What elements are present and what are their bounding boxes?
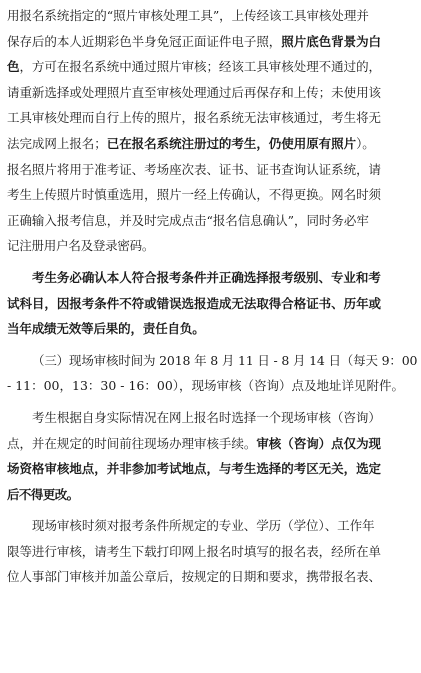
- text-span: 正确输入报考信息，并及时完成点击“报名信息确认”，同时务必牢: [7, 212, 369, 228]
- paragraph: [7, 513, 421, 590]
- bold-text-span: 已在报名系统注册过的考生，仍使用原有照片: [106, 135, 357, 151]
- text-line: [7, 265, 421, 291]
- document-body: [7, 3, 421, 590]
- text-line: [7, 80, 421, 106]
- paragraph: [7, 348, 421, 399]
- text-line: [7, 3, 421, 29]
- text-span: （三）现场审核时间为 2018 年 8 月 11 日 - 8 月 14 日（每天 9：00: [32, 352, 418, 368]
- text-line: [7, 564, 421, 590]
- bold-text-span: 试科目，因报考条件不符或错误选报造成无法取得合格证书、历年或: [7, 295, 382, 311]
- text-line: [7, 291, 421, 317]
- text-line: [7, 373, 421, 399]
- paragraph: [7, 265, 421, 342]
- text-line: [7, 316, 421, 342]
- text-span: 点，并在规定的时间前往现场办理审核手续。: [7, 435, 257, 451]
- text-line: [7, 456, 421, 482]
- text-span: 工具审核处理而自行上传的照片，报名系统无法审核通过，考生将无: [7, 110, 382, 126]
- bold-text-span: 照片底色背景为白: [281, 33, 382, 49]
- bold-text-span: 当年成绩无效等后果的，责任自负。: [7, 321, 205, 337]
- text-span: 保存后的本人近期彩色半身免冠正面证件电子照，: [7, 33, 282, 49]
- paragraph: [7, 405, 421, 507]
- text-line: [7, 131, 421, 157]
- text-span: 用报名系统指定的“照片审核处理工具”，上传经该工具审核处理并: [7, 8, 369, 23]
- text-span: - 11：00，13：30 - 16：00），现场审核（咨询）点及地址详见附件。: [7, 378, 405, 394]
- text-span: ）。: [356, 135, 375, 151]
- bold-text-span: 审核（咨询）点仅为现: [256, 435, 382, 451]
- text-span: 法完成网上报名；: [7, 135, 107, 151]
- text-line: [7, 182, 421, 208]
- text-line: [7, 54, 421, 80]
- text-span: 位人事部门审核并加盖公章后，按规定的日期和要求，携带报名表、: [7, 569, 382, 585]
- text-line: [7, 539, 421, 565]
- bold-text-span: 后不得更改。: [7, 486, 79, 502]
- text-line: [7, 29, 421, 55]
- text-line: [7, 208, 421, 234]
- text-span: 考生上传照片时慎重选用，照片一经上传确认，不得更换。网名时须: [7, 187, 382, 203]
- text-line: [7, 348, 421, 374]
- bold-text-span: 场资格审核地点，并非参加考试地点，与考生选择的考区无关，选定: [7, 461, 382, 477]
- text-line: [7, 157, 421, 183]
- text-line: [7, 513, 421, 539]
- text-span: 请重新选择或处理照片直至审核处理通过后再保存和上传；未使用该: [7, 84, 382, 100]
- text-line: [7, 405, 421, 431]
- text-line: [7, 233, 421, 259]
- text-line: [7, 482, 421, 508]
- text-span: 限等进行审核，请考生下载打印网上报名时填写的报名表，经所在单: [7, 543, 382, 559]
- text-span: 记注册用户名及登录密码。: [7, 238, 155, 254]
- bold-text-span: 考生务必确认本人符合报考条件并正确选择报考级别、专业和考: [32, 269, 381, 285]
- text-span: 报名照片将用于准考证、考场座次表、证书、证书查询认证系统，请: [7, 161, 382, 177]
- text-span: 现场审核时须对报考条件所规定的专业、学历（学位）、工作年: [32, 518, 375, 534]
- text-line: [7, 105, 421, 131]
- bold-text-span: 色: [7, 59, 20, 75]
- text-span: 考生根据自身实际情况在网上报名时选择一个现场审核（咨询）: [32, 409, 381, 425]
- text-line: [7, 431, 421, 457]
- paragraph: [7, 3, 421, 259]
- text-span: ，方可在报名系统中通过照片审核；经该工具审核处理不通过的，: [19, 59, 382, 75]
